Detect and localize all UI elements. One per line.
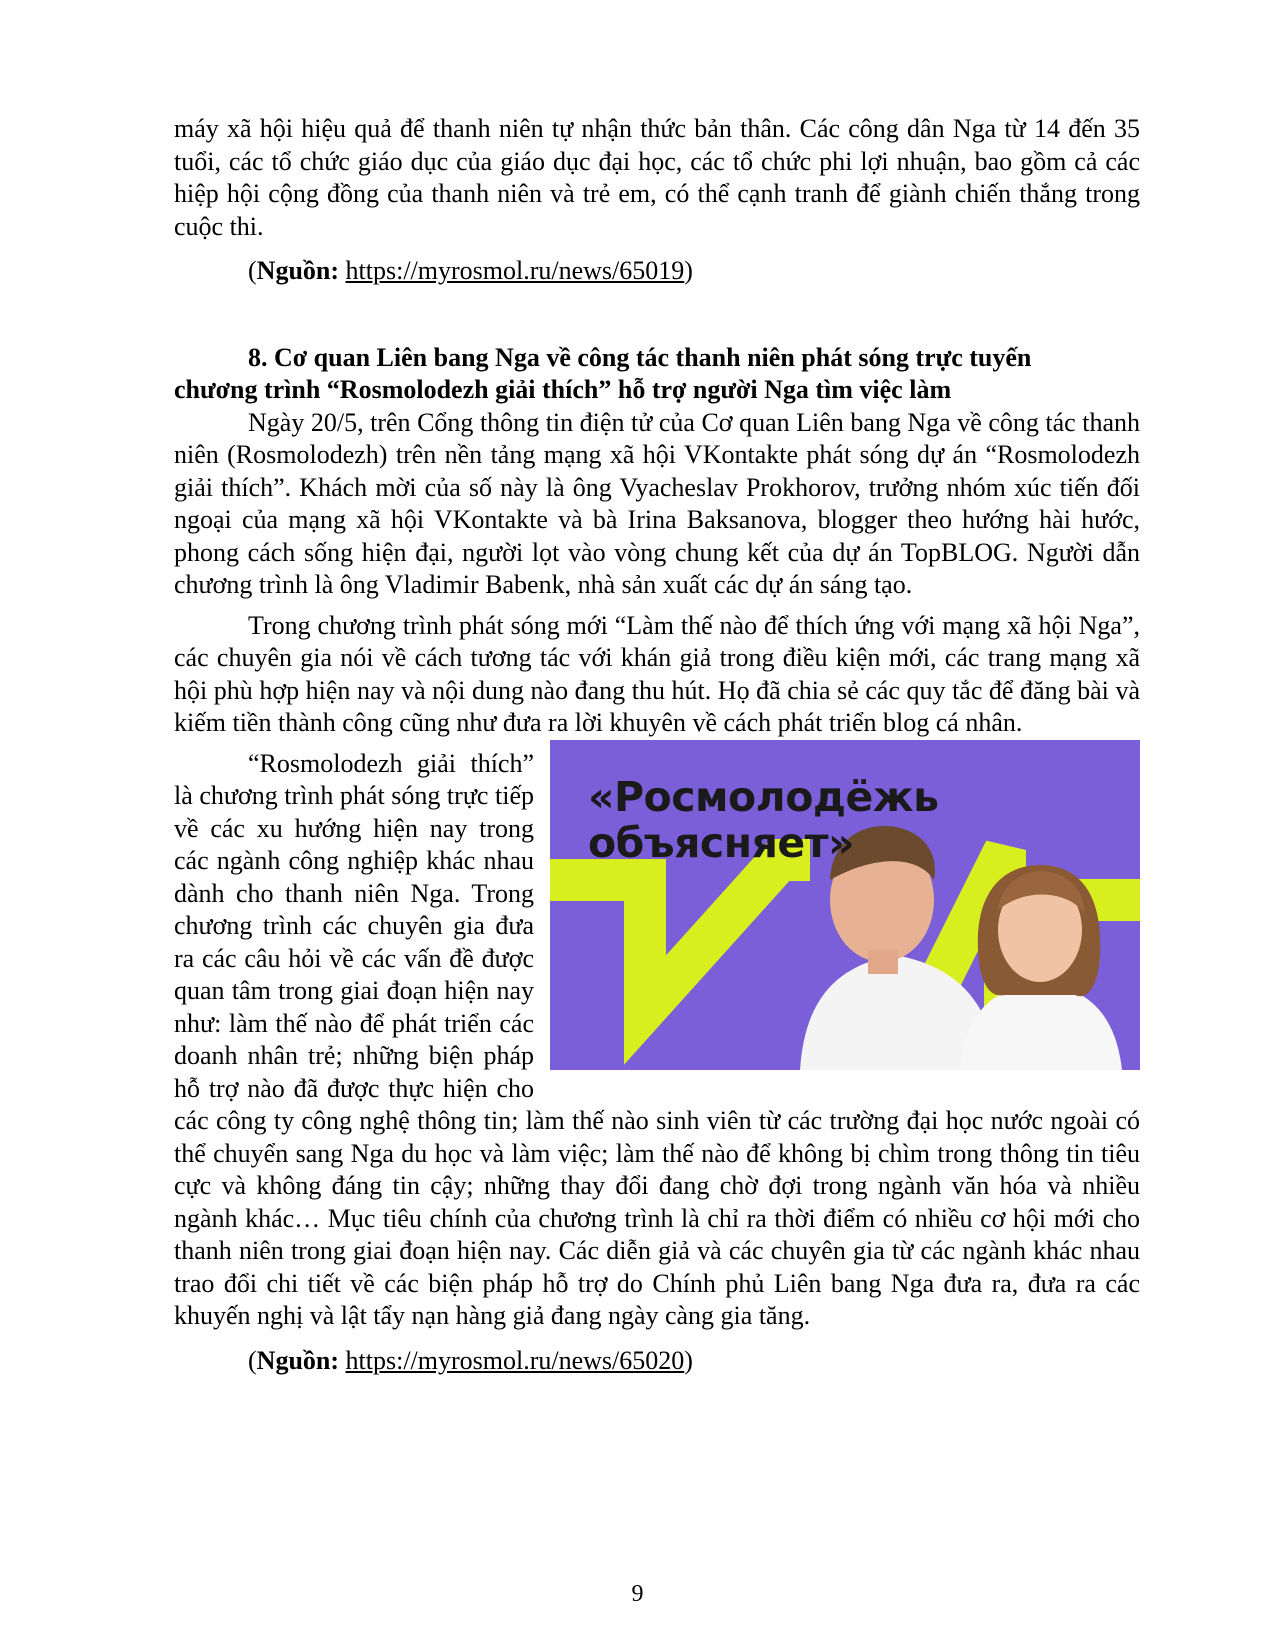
source-link-2[interactable]: https://myrosmol.ru/news/65020 xyxy=(345,1345,685,1375)
source-label: Nguồn: xyxy=(256,1345,340,1375)
heading-line-2: chương trình “Rosmolodezh giải thích” hỗ trợ người Nga tìm việc làm xyxy=(174,375,952,404)
source-label: Nguồn: xyxy=(256,256,340,285)
promo-title-line-2: объясняет» xyxy=(588,818,854,867)
section-8-heading xyxy=(174,342,1140,407)
intro-paragraph: máy xã hội hiệu quả để thanh niên tự nhận thức bản thân. Các công dân Nga từ 14 đến 35 tuổi, các tổ chức giáo dục của giáo dục đại học, các tổ chức phi lợi nhuận, bao gồm cả các hiệp hội cộng đồng của thanh niên và trẻ em, có thể cạnh tranh để giành chiến thắng trong cuộc thi. xyxy=(174,114,1140,241)
paragraph-1: Ngày 20/5, trên Cổng thông tin điện tử của Cơ quan Liên bang Nga về công tác thanh niên (Rosmolodezh) trên nền tảng mạng xã hội VKontakte phát sóng dự án “Rosmolodezh giải thích”. Khách mời của số này là ông Vyacheslav Prokhorov, trưởng nhóm xúc tiến đối ngoại của mạng xã hội VKontakte và bà Irina Baksanova, blogger theo hướng hài hước, phong cách sống hiện đại, người lọt vào vòng chung kết của dự án TopBLOG. Người dẫn chương trình là ông Vladimir Babenk, nhà sản xuất các dự án sáng tạo. xyxy=(174,407,1140,599)
source-citation-2: (Nguồn: https://myrosmol.ru/news/65020) xyxy=(248,1345,693,1375)
rosmolodezh-promo-image xyxy=(550,740,1140,1070)
page-content xyxy=(174,113,1140,1377)
promo-title xyxy=(588,774,939,866)
source-link-1[interactable]: https://myrosmol.ru/news/65019 xyxy=(345,256,685,285)
heading-line-1: 8. Cơ quan Liên bang Nga về công tác thanh niên phát sóng trực tuyến xyxy=(248,342,1032,372)
paragraph-2: Trong chương trình phát sóng mới “Làm thế nào để thích ứng với mạng xã hội Nga”, các chuyên gia nói về cách tương tác với khán giả trong điều kiện mới, các trang mạng xã hội phù hợp hiện nay và nội dung nào đang thu hút. Họ đã chia sẻ các quy tắc để đăng bài và kiếm tiền thành công cũng như đưa ra lời khuyên về cách phát triển blog cá nhân. xyxy=(174,610,1140,737)
source-citation-1: (Nguồn: https://myrosmol.ru/news/65019) xyxy=(248,256,693,285)
page-number: 9 xyxy=(631,1581,644,1607)
promo-title-line-1: «Росмолодёжь xyxy=(588,772,939,821)
paragraph-3: “Rosmolodezh giải thích” là chương trình phát sóng trực tiếp về các xu hướng hiện nay trong các ngành công nghiệp khác nhau dành cho thanh niên Nga. Trong chương trình các chuyên gia đưa ra các câu hỏi về các vấn đề được quan tâm trong giai đoạn hiện nay như: làm thế nào để phát triển các doanh nhân trẻ; những biện pháp hỗ trợ nào đã được thực hiện cho các công ty công nghệ thông tin; làm thế nào sinh viên từ các trường đại học nước ngoài có thể chuyển sang Nga du học và làm việc; làm thế nào để không bị chìm trong thông tin tiêu cực và không đáng tin cậy; những thay đổi đang chờ đợi trong ngành văn hóa và nhiều ngành khác… Mục tiêu chính của chương trình là chỉ ra thời điểm có nhiều cơ hội mới cho thanh niên trong giai đoạn hiện nay. Các diễn giả và các chuyên gia từ các ngành khác nhau trao đổi chi tiết về các biện pháp hỗ trợ do Chính phủ Liên bang Nga đưa ra, đưa ra các khuyến nghị và lật tẩy nạn hàng giả đang ngày càng gia tăng. xyxy=(174,748,1140,1330)
